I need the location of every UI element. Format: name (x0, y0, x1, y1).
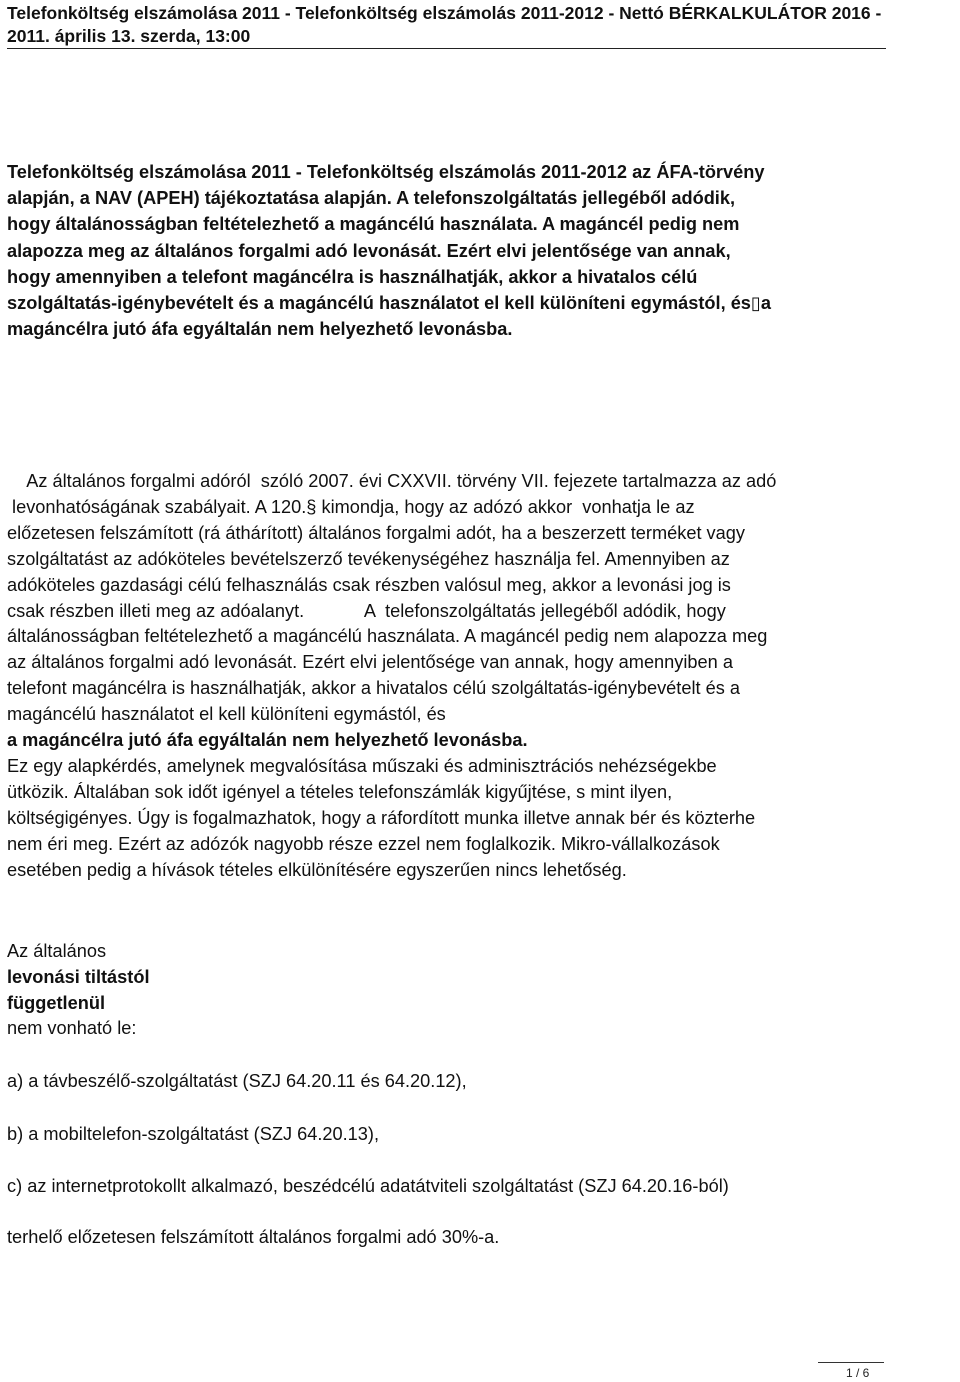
body-line: csak részben illeti meg az adóalanyt. A telefonszolgáltatás jellegéből adódik, hogy (7, 600, 726, 621)
body-line: ütközik. Általában sok időt igényel a tételes telefonszámlák kigyűjtése, s mint ilyen, (7, 781, 673, 802)
exclusion-line-1: Az általános (7, 941, 107, 961)
lead-paragraph (7, 159, 955, 342)
body-line: általánosságban feltételezhető a magáncélú használata. A magáncél pedig nem alapozza meg (7, 626, 768, 647)
header-date: 2011. április 13. szerda, 13:00 (7, 26, 251, 46)
list-item-b: b) a mobiltelefon-szolgáltatást (SZJ 64.20.13), (7, 1124, 380, 1144)
body-line: adóköteles gazdasági célú felhasználás csak részben valósul meg, akkor a levonási jog is (7, 574, 731, 595)
lead-line: alapján, a NAV (APEH) tájékoztatása alapján. A telefonszolgáltatás jellegéből adódik, (7, 188, 736, 209)
footer-divider (818, 1362, 884, 1363)
list-item-c: c) az internetprotokollt alkalmazó, beszédcélú adatátviteli szolgáltatást (SZJ 64.20.16-ból) (7, 1176, 729, 1196)
body-line: szolgáltatást az adóköteles bevételszerző tevékenységéhez használja fel. Amennyiben az (7, 548, 730, 569)
lead-line: hogy általánosságban feltételezhető a magáncélú használata. A magáncél pedig nem (7, 214, 740, 235)
body-line: levonhatóságának szabályait. A 120.§ kimondja, hogy az adózó akkor vonhatja le az (7, 496, 695, 517)
header-divider (7, 48, 886, 49)
exclusion-heading (7, 939, 150, 1042)
header-title: Telefonköltség elszámolása 2011 - Telefonköltség elszámolás 2011-2012 - Nettó BÉRKALKULÁTOR 2016 - (7, 3, 882, 23)
body-line: esetében pedig a hívások tételes elkülönítésére egyszerűen nincs lehetőség. (7, 859, 627, 880)
body-line: nem éri meg. Ezért az adózók nagyobb része ezzel nem foglalkozik. Mikro-vállalkozások (7, 833, 720, 854)
lead-line: szolgáltatás-igénybevételt és a magáncélú használatot el kell különíteni egymástól, és▯a (7, 293, 772, 314)
body-line: Ez egy alapkérdés, amelynek megvalósítása műszaki és adminisztrációs nehézségekbe (7, 755, 717, 776)
body-line: költségigényes. Úgy is fogalmazhatok, hogy a ráfordított munka illetve annak bér és közterhe (7, 807, 756, 828)
body-paragraph (7, 469, 955, 884)
body-line: előzetesen felszámított (rá áthárított) általános forgalmi adót, ha a beszerzett terméket vagy (7, 522, 745, 543)
body-line: az általános forgalmi adó levonását. Ezért elvi jelentősége van annak, hogy amennyiben a (7, 652, 733, 673)
exclusion-line-3: függetlenül (7, 992, 105, 1013)
page-header (7, 2, 960, 48)
exclusion-line-2: levonási tiltástól (7, 966, 150, 987)
lead-line: magáncélra jutó áfa egyáltalán nem helyezhető levonásba. (7, 319, 513, 340)
list-item-a: a) a távbeszélő-szolgáltatást (SZJ 64.20.11 és 64.20.12), (7, 1071, 467, 1091)
body-line: magáncélú használatot el kell különíteni egymástól, és (7, 704, 446, 725)
body-bold-line: a magáncélra jutó áfa egyáltalán nem helyezhető levonásba. (7, 730, 528, 751)
lead-line: alapozza meg az általános forgalmi adó levonását. Ezért elvi jelentősége van annak, (7, 240, 731, 261)
body-line: telefont magáncélra is használhatják, akkor a hivatalos célú szolgáltatás-igénybevételt és a (7, 678, 740, 699)
list-item-d: terhelő előzetesen felszámított általános forgalmi adó 30%-a. (7, 1227, 500, 1247)
body-line: Az általános forgalmi adóról szóló 2007. évi CXXVII. törvény VII. fejezete tartalmazza az adó (7, 471, 777, 491)
exclusion-line-4: nem vonható le: (7, 1018, 137, 1039)
lead-line: hogy amennyiben a telefont magáncélra is használhatják, akkor a hivatalos célú (7, 266, 698, 287)
page-number: 1 / 6 (846, 1366, 870, 1380)
lead-line: Telefonköltség elszámolása 2011 - Telefonköltség elszámolás 2011-2012 az ÁFA-törvény (7, 162, 765, 182)
